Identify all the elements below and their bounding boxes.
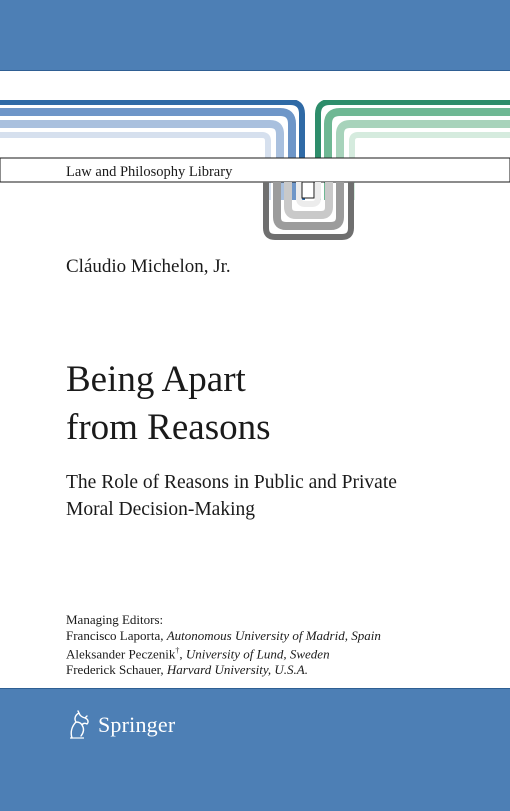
publisher-logo [66, 710, 175, 740]
green-frame-1 [318, 102, 510, 200]
book-title-line-1: Being Apart [66, 359, 246, 400]
book-title [66, 356, 271, 452]
book-subtitle [66, 469, 397, 523]
editor-entry [66, 628, 381, 644]
editor-entry [66, 643, 381, 662]
top-color-band [0, 0, 510, 71]
editor-affiliation: Harvard University, U.S.A. [166, 661, 308, 677]
editor-entry [66, 662, 381, 678]
publisher-name: Springer [98, 712, 176, 737]
springer-horse-icon [66, 710, 92, 740]
editor-name: Frederick Schauer, [66, 661, 164, 677]
managing-editors [66, 612, 381, 677]
book-subtitle-line-1: The Role of Reasons in Public and Private [66, 472, 397, 493]
editor-affiliation: University of Lund, Sweden [185, 646, 330, 662]
book-title-line-2: from Reasons [66, 407, 271, 448]
editor-affiliation: Autonomous University of Madrid, Spain [166, 627, 381, 643]
editor-separator: , [179, 646, 183, 662]
editor-name: Francisco Laporta, [66, 627, 164, 643]
deceased-mark: † [175, 646, 180, 655]
series-title: Law and Philosophy Library [66, 164, 233, 180]
author-name: Cláudio Michelon, Jr. [66, 256, 231, 277]
book-subtitle-line-2: Moral Decision-Making [66, 499, 256, 520]
editor-name: Aleksander Peczenik [66, 646, 176, 662]
editors-heading: Managing Editors: [66, 612, 164, 627]
blue-frame-1 [0, 102, 302, 200]
bottom-color-band [0, 688, 510, 811]
